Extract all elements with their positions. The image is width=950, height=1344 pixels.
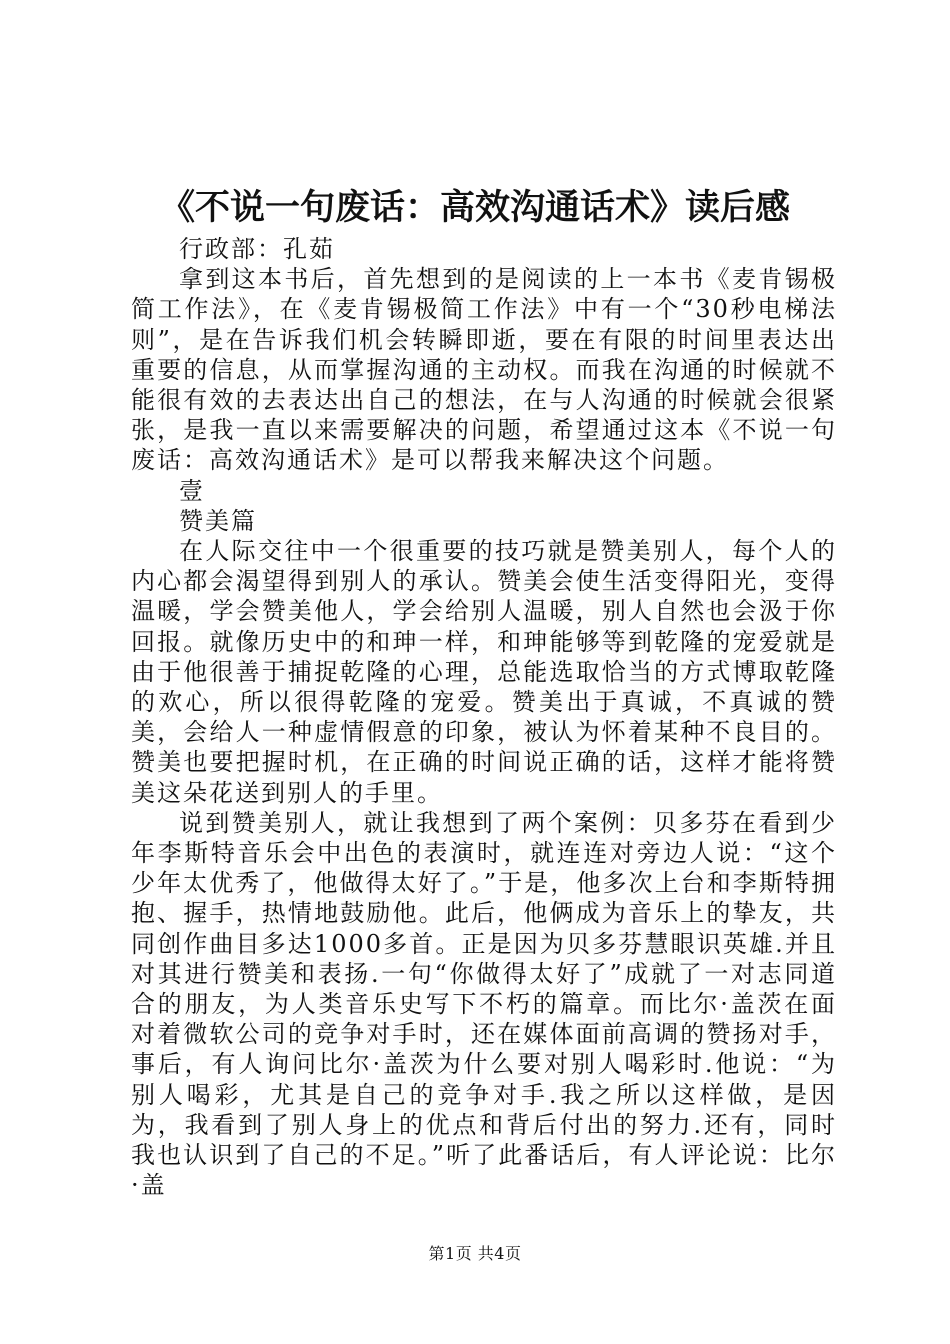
document-body — [131, 234, 837, 1201]
section-heading: 赞美篇 — [179, 506, 257, 535]
section-number: 壹 — [179, 476, 205, 505]
paragraph-cases: 说到赞美别人，就让我想到了两个案例：贝多芬在看到少年李斯特音乐会中出色的表演时，就连连对旁边人说：“这个少年太优秀了，他做得太好了。”于是，他多次上台和李斯特拥抱、握手，热情地鼓励他。此后，他俩成为音乐上的挚友，共同创作曲目多达1000多首。正是因为贝多芬慧眼识英雄.并且对其进行赞美和表扬.一句“你做得太好了”成就了一对志同道合的朋友，为人类音乐史写下不朽的篇章。而比尔·盖茨在面对着微软公司的竞争对手时，还在媒体面前高调的赞扬对手，事后，有人询问比尔·盖茨为什么要对别人喝彩时.他说：“为别人喝彩，尤其是自己的竞争对手.我之所以这样做，是因为，我看到了别人身上的优点和背后付出的努力.还有，同时我也认识到了自己的不足。”听了此番话后，有人评论说：比尔·盖 — [131, 808, 837, 1200]
document-title: 《不说一句废话：高效沟通话术》读后感 — [159, 187, 790, 228]
paragraph-praise: 在人际交往中一个很重要的技巧就是赞美别人，每个人的内心都会渴望得到别人的承认。赞美会使生活变得阳光，变得温暖，学会赞美他人，学会给别人温暖，别人自然也会汲于你回报。就像历史中的和珅一样，和珅能够等到乾隆的宠爱就是由于他很善于捕捉乾隆的心理，总能选取恰当的方式博取乾隆的欢心，所以很得乾隆的宠爱。赞美出于真诚，不真诚的赞美，会给人一种虚情假意的印象，被认为怀着某种不良目的。赞美也要把握时机，在正确的时间说正确的话，这样才能将赞美这朵花送到别人的手里。 — [131, 537, 837, 807]
page-footer: 第1页 共4页 — [428, 1244, 522, 1263]
author-line: 行政部：孔茹 — [179, 235, 335, 263]
paragraph-intro: 拿到这本书后，首先想到的是阅读的上一本书《麦肯锡极简工作法》，在《麦肯锡极简工作法》中有一个“30秒电梯法则”，是在告诉我们机会转瞬即逝，要在有限的时间里表达出重要的信息，从而掌握沟通的主动权。而我在沟通的时候就不能很有效的去表达出自己的想法，在与人沟通的时候就会很紧张，是我一直以来需要解决的问题，希望通过这本《不说一句废话：高效沟通话术》是可以帮我来解决这个问题。 — [131, 265, 837, 475]
